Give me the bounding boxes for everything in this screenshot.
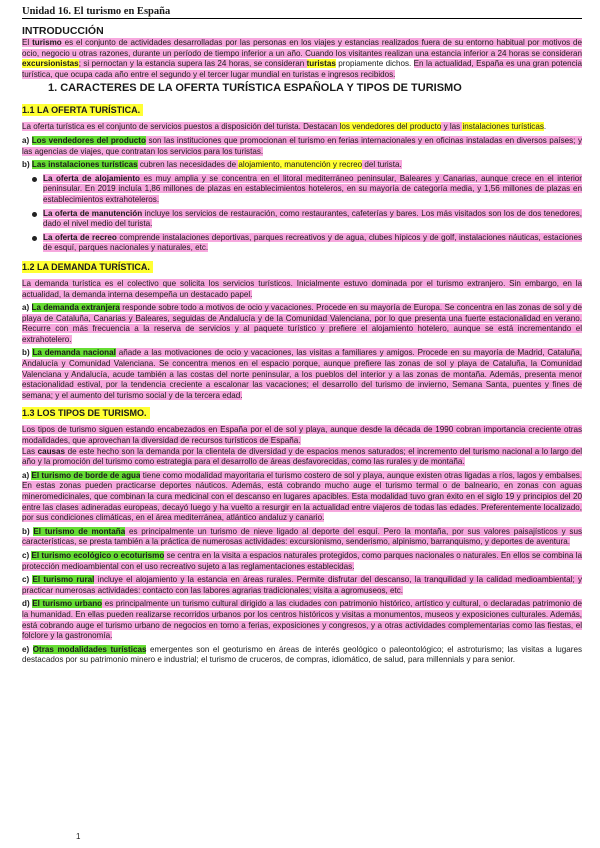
list-item: La oferta de manutención incluye los servicios de restauración, como restaurantes, cafeterías y bares. Los más visitados son los de dos tenedores, dado el nivel medio del turista. [32, 209, 582, 230]
heading-1-1: 1.1 LA OFERTA TURÍSTICA. [22, 104, 143, 116]
tipos-item: b) El turismo de montaña es principalmente un turismo de nieve ligado al deporte del esquí. Pero la montaña, por sus valores paisajísticos y sus características, se presta también a la práctica de numerosas actividades: excursionismo, senderismo, alpinismo, barranquismo, y deportes de aventura. [22, 526, 582, 547]
page-number: 1 [76, 832, 81, 841]
bullet-icon [32, 177, 37, 182]
list-item: La oferta de alojamiento es muy amplia y se concentra en el litoral mediterráneo peninsular, Baleares y Canarias, aunque crece en el interior peninsular. En 2019 incluía 1,86 millones de plazas en establecimientos hoteleros, en su mayoría de categoría media, y 1,56 millones de plazas en establecimientos extrahoteleros. [32, 174, 582, 206]
bullet-icon [32, 212, 37, 217]
demanda-item-a: a) La demanda extranjera responde sobre todo a motivos de ocio y vacaciones. Procede en su mayoría de Europa. Se concentra en las zonas de sol y de playa de Cataluña, Canarias y Baleares, seguidas de Andalucía y de la Comunidad Valenciana, por lo que presenta una fuerte estacionalidad en verano. Recurre con más frecuencia a la reserva de servicios y al paquete turístico y prefiere el alojamiento hotelero, aunque se está incrementando el extrahotelero. [22, 303, 582, 344]
heading-1-2: 1.2 LA DEMANDA TURÍSTICA. [22, 261, 153, 273]
demanda-item-b: b) La demanda nacional añade a las motivaciones de ocio y vacaciones, las visitas a familiares y amigos. Procede en su mayoría de Madrid, Cataluña, Andalucía y Comunidad Valenciana. Se concentra menos en el espacio porque, aunque prefiere las zonas de sol y playa de Cataluña, la Comunidad Valenciana y Andalucía, acude también a las costas del norte peninsular, a los pueblos del interior y a las zonas de montaña. Además, presenta menor estacionalidad estival, por la tendencia creciente a escalonar las vacaciones; el desarrollo del turismo de invierno, Semana Santa, puentes y fines de semana; y el aumento del turismo social y de la tercera edad. [22, 348, 582, 400]
tipos-item: a) El turismo de borde de agua tiene como modalidad mayoritaria el turismo costero de sol y playa, aunque existen otras ligadas a ríos, lagos y embalses. En estas zonas pueden practicarse deportes náuticos. Además, está cobrando mucho auge el turismo termal o de balneario, en zonas con aguas mineromedicinales, que combinan la cura medicinal con el descanso en lugares apacibles. Esta modalidad tuvo gran éxito en el siglo 19 y principios del 20 entre las clases adineradas europeas, decayó luego y ha vuelto a resurgir en la actualidad entre viajeros de todas las edades. Preferentemente localizado, por sus condiciones climáticas, en el área mediterránea, atlántico andaluz y canario. [22, 470, 582, 523]
intro-title: INTRODUCCIÓN [22, 25, 104, 37]
section-1-title: 1. CARACTERES DE LA OFERTA TURÍSTICA ESPAÑOLA Y TIPOS DE TURISMO [48, 82, 462, 95]
oferta-paragraph: La oferta turística es el conjunto de servicios puestos a disposición del turista. Destacan los vendedores del producto y las instalaciones turísticas. [22, 122, 547, 132]
tipos-paragraph-1: Los tipos de turismo siguen estando encabezados en España por el de sol y playa, aunque desde la década de 1990 cobran importancia creciente otras modalidades, que aprovechan la diversidad de recursos turísticos de España. [22, 425, 582, 446]
tipos-item: d) El turismo urbano es principalmente un turismo cultural dirigido a las ciudades con patrimonio histórico, artístico y cultural, o declaradas patrimonio de la humanidad. En ellas pueden realizarse recorridos urbanos por los centros históricos y visitas a monumentos, museos y exposiciones culturales. Además, está cobrando auge el turismo urbano de negocios en torno a ferias, exposiciones y congresos, y a otras actividades complementarias como las fiestas, el folclore y la gastronomía. [22, 599, 582, 641]
tipos-item: c) El turismo rural incluye el alojamiento y la estancia en áreas rurales. Permite disfrutar del descanso, la tranquilidad y la calidad medioambiental; y practicar numerosas actividades: contacto con las labores agrarias tradicionales; visita a agromuseos, etc. [22, 575, 582, 595]
oferta-item-a: a) Los vendedores del producto son las instituciones que promocionan el turismo en ferias internacionales y en oficinas instaladas en diversos países; y las agencias de viajes, que contratan los servicios para los turistas. [22, 135, 582, 156]
heading-1-3: 1.3 LOS TIPOS DE TURISMO. [22, 407, 150, 419]
intro-paragraph: El turismo es el conjunto de actividades desarrolladas por las personas en los viajes y estancias realizados fuera de su entorno habitual por motivos de ocio, negocio u otras razones, durante un período de tiempo inferior a un año. Cuando los visitantes realizan una estancia inferior a 24 horas se consideran excursionistas; si pernoctan y la estancia supera las 24 horas, se consideran turistas propiamente dichos. En la actualidad, España es una gran potencia turística, que ocupa cada año entre el segundo y el tercer lugar mundial en turistas e ingresos recibidos. [22, 38, 582, 79]
list-item: La oferta de recreo comprende instalaciones deportivas, parques recreativos y de agua, clubes hípicos y de golf, instalaciones náuticas, estaciones de esquí, parques nacionales y naturales, etc. [32, 233, 582, 254]
oferta-item-b: b) Las instalaciones turísticas cubren las necesidades de alojamiento, manutención y recreo del turista. [22, 160, 402, 170]
running-header: Unidad 16. El turismo en España [22, 6, 582, 19]
tipos-paragraph-2: Las causas de este hecho son la demanda por la clientela de diversidad y de espacios menos saturados; el incremento del turismo nacional a lo largo del año y la promoción del turismo como estrategia para el desarrollo de áreas desfavorecidas, como las rurales y de montaña. [22, 446, 582, 467]
demanda-paragraph: La demanda turística es el colectivo que solicita los servicios turísticos. Inicialmente estuvo dominada por el turismo extranjero. Sin embargo, en la actualidad, la demanda interna desempeña un destacado papel. [22, 278, 582, 299]
tipos-item: c) El turismo ecológico o ecoturismo se centra en la visita a espacios naturales protegidos, como parques nacionales o naturales. En ellos se combina la protección medioambiental con el uso recreativo sujeto a las reglamentaciones establecidas. [22, 550, 582, 571]
bullet-icon [32, 236, 37, 241]
document-page [22, 6, 582, 666]
tipos-item: e) Otras modalidades turísticas emergentes son el geoturismo en áreas de interés geológico o paleontológico; el astroturismo; las visitas a lugares destacados por su patrimonio minero e industrial; el turismo de cruceros, de compras, idiomático, de salud, para millennials y para senior. [22, 644, 582, 665]
